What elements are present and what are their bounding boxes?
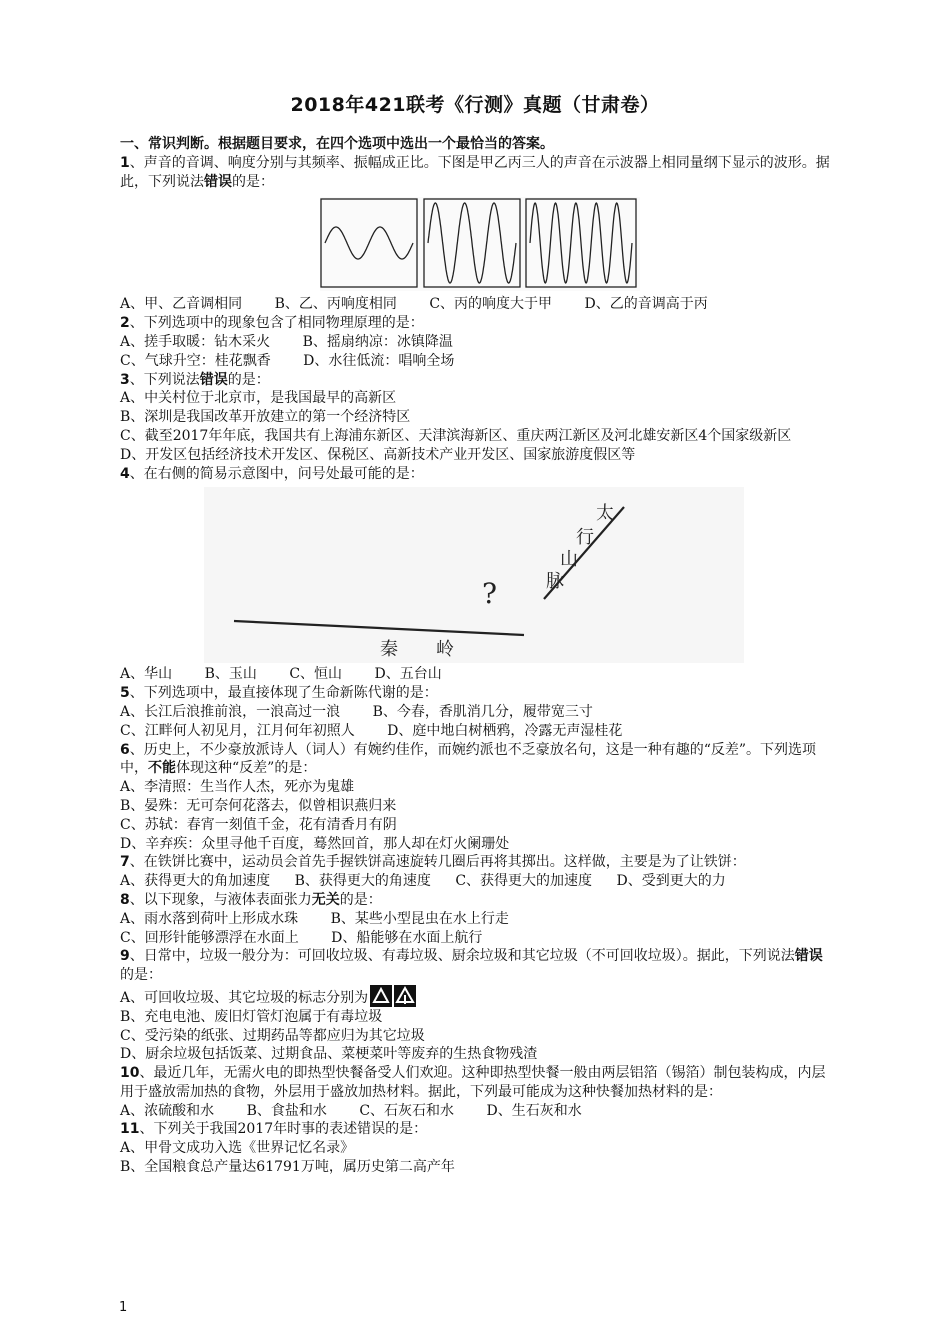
page-number: 1	[119, 1300, 128, 1315]
question-6-stem: 6、历史上，不少豪放派诗人（词人）有婉约佳作，而婉约派也不乏豪放名句，这是一种有趣的“反差”。下列选项中，不能体现这种“反差”的是：	[120, 741, 817, 777]
option[interactable]: A、雨水落到荷叶上形成水珠	[120, 910, 299, 927]
question-8-stem: 8、以下现象，与液体表面张力无关的是：	[120, 891, 382, 908]
question-10-stem: 10、最近几年，无需火电的即热型快餐备受人们欢迎。这种即热型快餐一般由两层铝箔（锡箔）制包装构成，内层用于盛放需加热的食物，外层用于盛放加热材料。据此，下列最可能成为这种快餐加热材料的是：	[120, 1065, 826, 1100]
option[interactable]: A、获得更大的角加速度	[120, 873, 271, 890]
document-body	[120, 135, 830, 1177]
question-2-options-row-1	[120, 333, 830, 352]
option[interactable]: C、回形针能够漂浮在水面上	[120, 929, 299, 946]
option[interactable]: D、开发区包括经济技术开发区、保税区、高新技术产业开发区、国家旅游度假区等	[120, 446, 636, 463]
option[interactable]: A、李清照：生当作人杰，死亦为鬼雄	[120, 779, 355, 796]
question-4-options	[120, 665, 830, 684]
option[interactable]: A、甲骨文成功入选《世界记忆名录》	[120, 1140, 355, 1157]
question-8-options-row-2	[120, 929, 830, 948]
question-3-stem: 3、下列说法错误的是：	[120, 371, 270, 388]
option[interactable]: A、华山	[120, 666, 173, 683]
question-7-stem: 7、在铁饼比赛中，运动员会首先手握铁饼高速旋转几圈后再将其掷出。这样做，主要是为了让铁饼：	[120, 854, 746, 871]
option[interactable]: C、恒山	[289, 666, 343, 683]
taihang-label-3: 山	[560, 549, 578, 571]
question-2-stem: 2、下列选项中的现象包含了相同物理原理的是：	[120, 315, 424, 332]
option[interactable]: C、石灰石和水	[359, 1102, 455, 1119]
section-heading: 一、常识判断。根据题目要求，在四个选项中选出一个最恰当的答案。	[120, 136, 554, 152]
qinling-label-2: 岭	[436, 639, 454, 661]
option[interactable]: D、船能够在水面上航行	[331, 929, 483, 946]
option[interactable]: B、晏殊：无可奈何花落去，似曾相识燕归来	[120, 797, 397, 814]
question-5-options-row-1	[120, 703, 830, 722]
question-7-options	[120, 872, 830, 891]
option[interactable]: C、受污染的纸张、过期药品等都应归为其它垃圾	[120, 1027, 425, 1044]
option[interactable]: C、获得更大的加速度	[455, 873, 593, 890]
option[interactable]: B、玉山	[204, 666, 257, 683]
option[interactable]: A、甲、乙音调相同	[120, 296, 243, 313]
taihang-label-1: 太	[596, 503, 614, 525]
question-10-options	[120, 1102, 830, 1121]
oscilloscope-waveforms-figure	[320, 197, 640, 291]
question-9-stem: 9、日常中，垃圾一般分为：可回收垃圾、有毒垃圾、厨余垃圾和其它垃圾（不可回收垃圾）。据此，下列说法错误的是：	[120, 948, 823, 984]
option[interactable]: C、截至2017年年底，我国共有上海浦东新区、天津滨海新区、重庆两江新区及河北雄安新区4个国家级新区	[120, 427, 792, 444]
option[interactable]: C、丙的响度大于甲	[429, 296, 553, 313]
option[interactable]: A、长江后浪推前浪，一浪高过一浪	[120, 703, 341, 720]
option[interactable]: C、江畔何人初见月，江月何年初照人	[120, 722, 355, 739]
option[interactable]: D、生石灰和水	[486, 1102, 582, 1119]
option[interactable]: A、浓硫酸和水	[120, 1102, 215, 1119]
option[interactable]: D、辛弃疾：众里寻他千百度，蓦然回首，那人却在灯火阑珊处	[120, 835, 510, 852]
option[interactable]: D、受到更大的力	[616, 873, 726, 890]
option[interactable]: B、全国粮食总产量达61791万吨，属历史第二高产年	[120, 1159, 455, 1176]
option[interactable]: C、气球升空：桂花飘香	[120, 352, 271, 369]
question-1-stem: 1、声音的音调、响度分别与其频率、振幅成正比。下图是甲乙丙三人的声音在示波器上相同量纲下显示的波形。据此，下列说法错误的是：	[120, 154, 830, 190]
option[interactable]: D、庭中地白树栖鸦，冷露无声湿桂花	[387, 722, 623, 739]
question-1-options	[120, 295, 830, 314]
question-5-options-row-2	[120, 722, 830, 741]
option[interactable]: D、水往低流：唱响全场	[303, 352, 455, 369]
question-mark: ?	[482, 577, 498, 611]
recyclable-and-other-waste-icons	[370, 985, 416, 1007]
page-title: 2018年421联考《行测》真题（甘肃卷）	[290, 94, 660, 116]
option[interactable]: A、可回收垃圾、其它垃圾的标志分别为	[120, 985, 830, 1008]
option[interactable]: B、食盐和水	[246, 1102, 327, 1119]
option[interactable]: B、乙、丙响度相同	[274, 296, 397, 313]
option[interactable]: B、今春，香肌消几分，履带宽三寸	[372, 703, 593, 720]
mountain-map-figure	[204, 487, 744, 663]
option[interactable]: A、中关村位于北京市，是我国最早的高新区	[120, 390, 397, 407]
question-8-options-row-1	[120, 910, 830, 929]
option[interactable]: D、厨余垃圾包括饭菜、过期食品、菜梗菜叶等废弃的生热食物残渣	[120, 1046, 538, 1063]
option[interactable]: B、摇扇纳凉：冰镇降温	[302, 333, 453, 350]
question-11-stem: 11、下列关于我国2017年时事的表述错误的是：	[120, 1121, 428, 1138]
option[interactable]: D、乙的音调高于丙	[584, 296, 708, 313]
option[interactable]: C、苏轼：春宵一刻值千金，花有清香月有阴	[120, 816, 397, 833]
taihang-label-2: 行	[576, 527, 594, 549]
taihang-label-4: 脉	[546, 571, 564, 593]
option[interactable]: A、搓手取暖：钻木采火	[120, 333, 271, 350]
option[interactable]: B、深圳是我国改革开放建立的第一个经济特区	[120, 409, 411, 426]
question-5-stem: 5、下列选项中，最直接体现了生命新陈代谢的是：	[120, 685, 438, 702]
qinling-label-1: 秦	[380, 639, 398, 661]
option[interactable]: B、某些小型昆虫在水上行走	[330, 910, 509, 927]
option[interactable]: D、五台山	[374, 666, 442, 683]
question-2-options-row-2	[120, 352, 830, 371]
option[interactable]: B、充电电池、废旧灯管灯泡属于有毒垃圾	[120, 1008, 383, 1025]
option[interactable]: B、获得更大的角速度	[294, 873, 431, 890]
question-4-stem: 4、在右侧的简易示意图中，问号处最可能的是：	[120, 465, 424, 482]
